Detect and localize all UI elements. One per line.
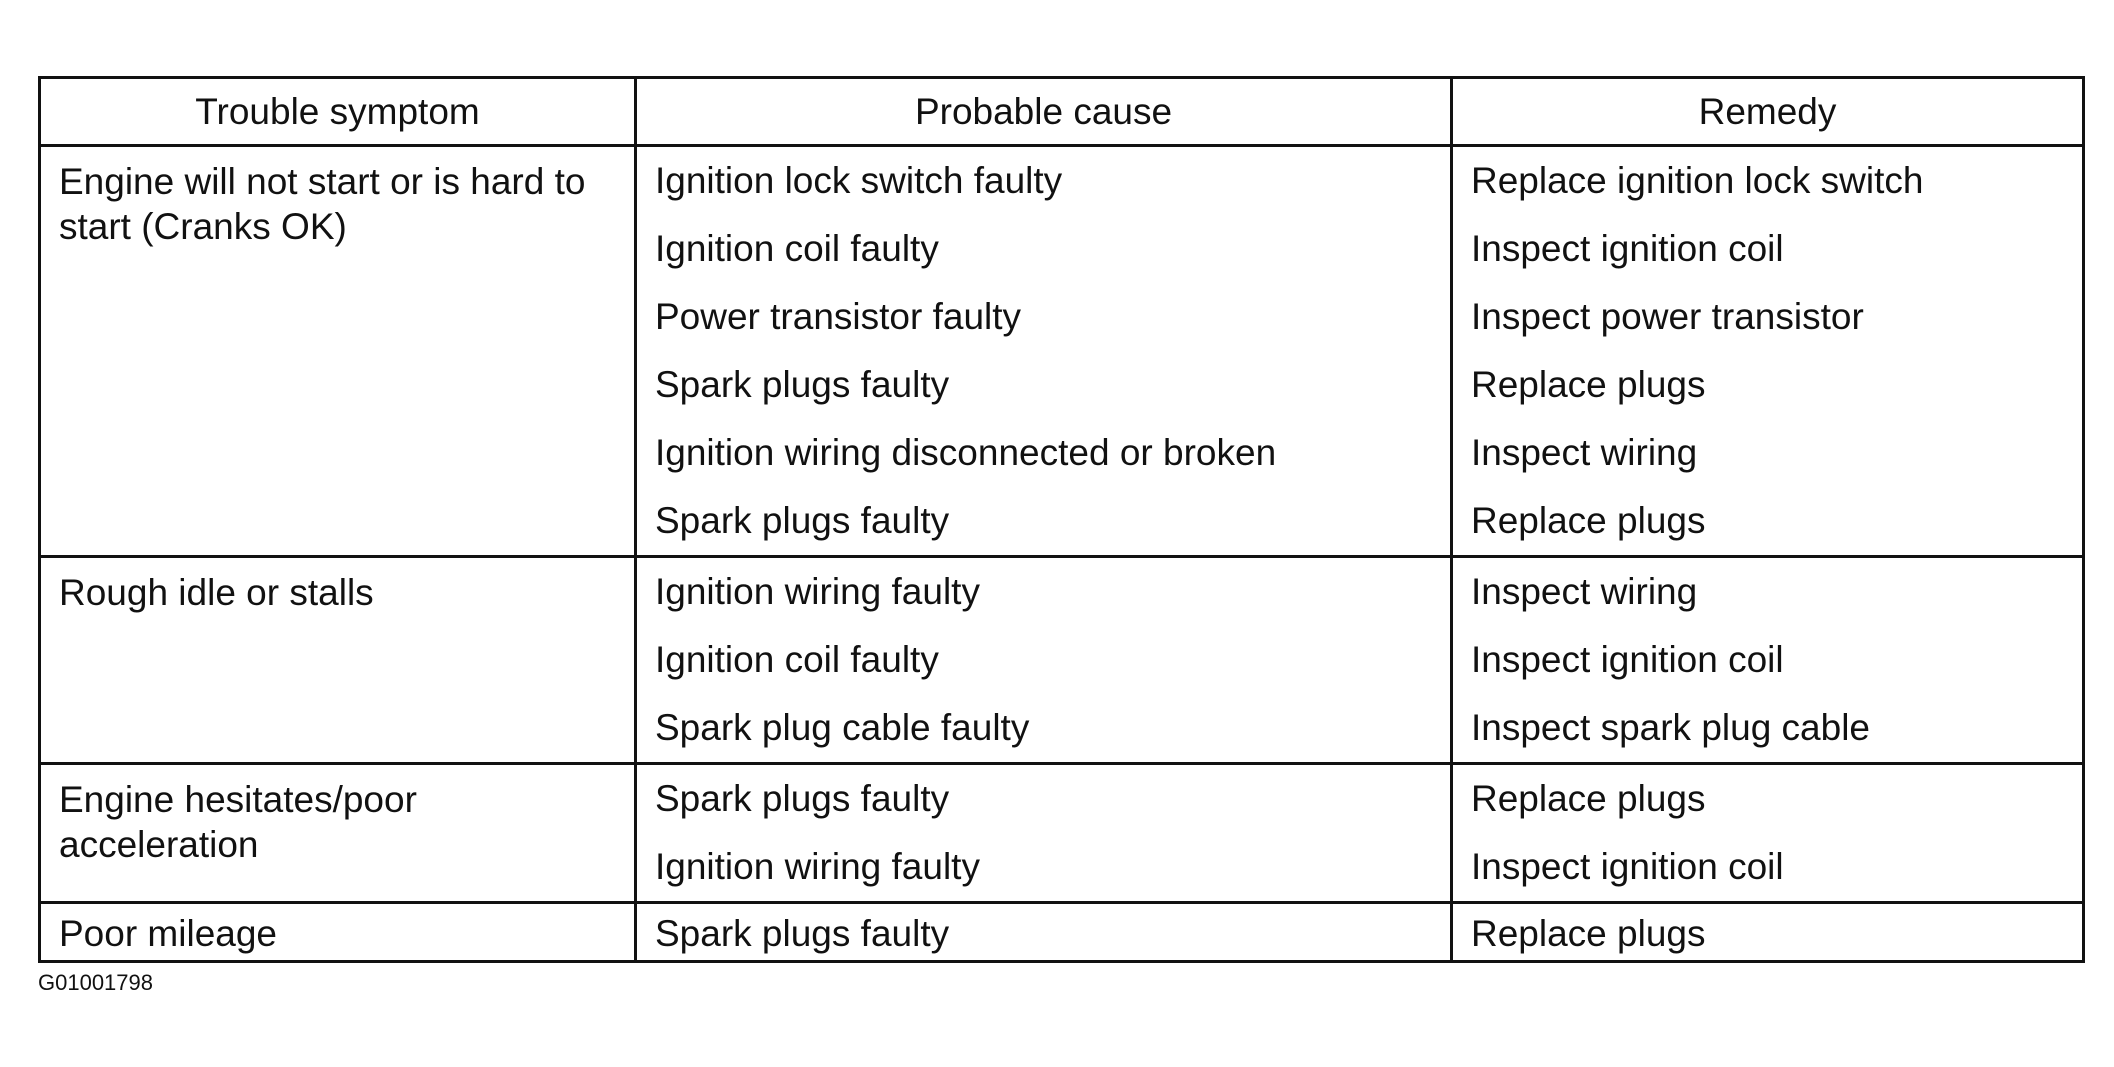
symptom-text: Engine hesitates/poor acceleration: [59, 779, 417, 865]
table-header-row: [40, 78, 2084, 146]
symptom-cell: [40, 764, 636, 903]
cause-text: Ignition lock switch faulty: [655, 160, 1063, 201]
cause-text: Spark plugs faulty: [655, 778, 950, 819]
symptom-text: Rough idle or stalls: [59, 572, 374, 613]
cause-text: Spark plugs faulty: [655, 500, 950, 541]
remedy-cell: [1452, 146, 2084, 557]
header-probable-cause: Probable cause: [636, 78, 1452, 146]
remedy-text: Inspect wiring: [1471, 571, 1698, 612]
table-row: [40, 903, 2084, 962]
remedy-text: Replace plugs: [1471, 778, 1706, 819]
remedy-text: Replace plugs: [1471, 913, 1706, 954]
cause-cell: [636, 764, 1452, 903]
cause-text: Spark plugs faulty: [655, 913, 950, 954]
remedy-cell: [1452, 557, 2084, 764]
cause-text: Ignition coil faulty: [655, 228, 939, 269]
remedy-cell: [1452, 764, 2084, 903]
remedy-text: Inspect spark plug cable: [1471, 707, 1871, 748]
symptom-cell: [40, 557, 636, 764]
remedy-text: Replace plugs: [1471, 500, 1706, 541]
cause-cell: [636, 903, 1452, 962]
cause-text: Ignition coil faulty: [655, 639, 939, 680]
cause-text: Spark plugs faulty: [655, 364, 950, 405]
remedy-text: Inspect ignition coil: [1471, 846, 1784, 887]
cause-cell: [636, 557, 1452, 764]
remedy-text: Inspect wiring: [1471, 432, 1698, 473]
table-row: [40, 557, 2084, 764]
remedy-text: Replace ignition lock switch: [1471, 160, 1924, 201]
cause-text: Ignition wiring faulty: [655, 846, 980, 887]
header-remedy: Remedy: [1452, 78, 2084, 146]
cause-text: Power transistor faulty: [655, 296, 1022, 337]
cause-text: Ignition wiring disconnected or broken: [655, 432, 1277, 473]
remedy-text: Inspect ignition coil: [1471, 639, 1784, 680]
remedy-text: Inspect power transistor: [1471, 296, 1864, 337]
table-row: [40, 146, 2084, 557]
cause-text: Spark plug cable faulty: [655, 707, 1030, 748]
header-trouble-symptom: Trouble symptom: [40, 78, 636, 146]
symptom-text: Poor mileage: [59, 913, 278, 954]
symptom-cell: [40, 146, 636, 557]
remedy-text: Inspect ignition coil: [1471, 228, 1784, 269]
figure-code: G01001798: [38, 970, 153, 995]
trouble-table: [38, 76, 2085, 963]
remedy-cell: [1452, 903, 2084, 962]
table-row: [40, 764, 2084, 903]
symptom-text: Engine will not start or is hard to start (Cranks OK): [59, 161, 586, 247]
remedy-text: Replace plugs: [1471, 364, 1706, 405]
symptom-cell: [40, 903, 636, 962]
cause-cell: [636, 146, 1452, 557]
cause-text: Ignition wiring faulty: [655, 571, 980, 612]
